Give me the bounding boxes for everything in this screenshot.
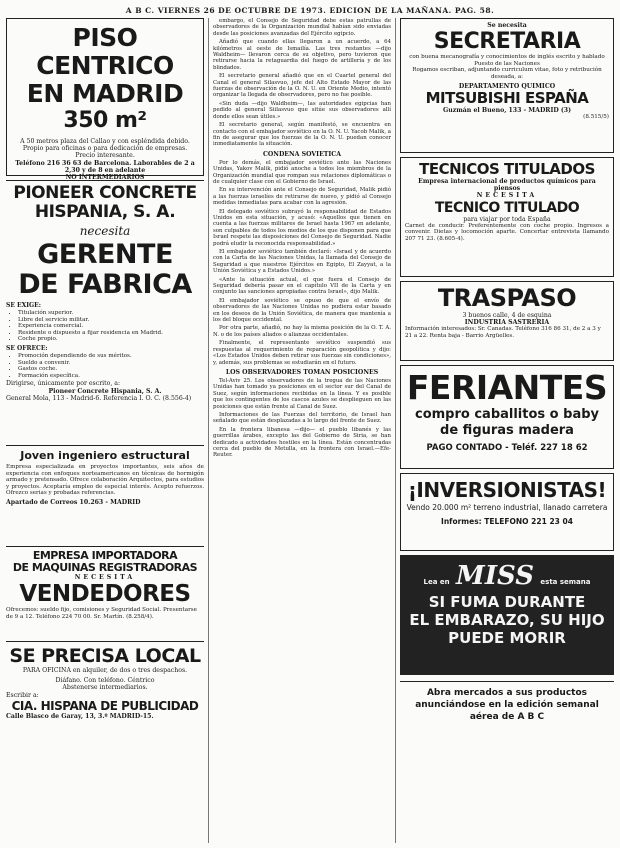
news-paragraph: «Ante la situación actual, el que fuera el Consejo de Seguridad debería pasar en el capítulo VII de la Carta y en conjunto las sanciones apropiadas contra Israel», dijo Malik. [213,276,391,296]
news-heading-condena: CONDENA SOVIETICA [262,150,342,158]
piso-price: Precio interesante. [75,152,135,160]
column-divider-left [208,18,209,843]
ingeniero-title: Joven ingeniero estructural [20,449,190,462]
page-header: A B C. VIERNES 26 DE OCTUBRE DE 1973. EDICION DE LA MAÑANA. PAG. 58. [125,6,495,15]
divider [6,445,204,446]
ingeniero-body: Empresa especializada en proyectos importantes, seis años de experiencia con enfoques norteamericanos en técnicas de hormigón armado y pretensado. Ofrece colaboración Arquitectos, para estudios y proyectos. Aceptaría empleo de especial interés. Acepto refuerzos. Ofrezco serias y probadas referencias. [6,464,204,497]
news-paragraph: Tel-Aviv 25. Los observadores de la tregua de las Naciones Unidas han tomado ya posiciones en el sector sur del Canal de Suez, según informaciones recibidas en la línea. Y es posible que los contingentes de los cascos azules se desplieguen en las posiciones que están frente al Canal de Suez. [213,377,391,410]
ad-vendedores [6,550,204,638]
right-column [400,18,614,737]
piso-title-2: EN MADRID [26,79,184,108]
tecnicos-body-2: para viajar por toda España [463,215,551,223]
ad-abc [400,681,614,737]
pioneer-needs: necesita [79,224,131,238]
feriantes-pay: PAGO CONTADO - Teléf. 227 18 62 [426,443,588,453]
news-paragraph: embargo, el Consejo de Seguridad debe estas patrullas de observadores de la Organización mundial habían sido enviadas desde las posiciones avanzadas del Ejército egipcio. [213,18,391,37]
secretaria-title: SECRETARIA [433,29,581,55]
feriantes-body: compro caballitos o baby de figuras madera [414,407,599,438]
pioneer-role-2: DE FABRICA [18,269,192,300]
ad-tecnicos [400,157,614,277]
tecnicos-needs: NECESITA [476,192,538,200]
miss-line-1: SI FUMA DURANTE [428,593,586,611]
piso-title-1: PISO CENTRICO [36,23,174,80]
news-paragraph: Por lo demás, el embajador soviético ante las Naciones Unidas, Yakov Malik, pidió anoche a todos los miembros de la Organización mundial que rompan sus relaciones diplomáticas o de cualquier clase con el Gobierno de Israel. [213,159,391,185]
inversionistas-body-2: Informes: TELEFONO 221 23 04 [441,516,573,526]
vendedores-title: VENDEDORES [19,581,191,608]
traspaso-type: INDUSTRIA SASTRERIA [464,319,550,327]
tecnicos-body-3: Carnet de conducir. Preferentemente con coche propio. Ingresos a convenir. Dietas y locomoción aparte. Concertar entrevista llamando 207 71 23. (8.605-4). [405,222,609,242]
list-item: • Sueldo a convenir. [18,360,204,367]
pioneer-ofrece-list [6,353,204,379]
divider [6,546,204,547]
pioneer-contact-1: Dirigirse, únicamente por escrito, a: [6,380,121,388]
local-body-3: Abstenerse intermediarios. [62,684,148,692]
vendedores-body: Ofrecemos: sueldo fijo, comisiones y Seguridad Social. Presentarse de 9 a 12. Teléfono 224 70 00. Sr. Martín. (8.258/4). [6,607,197,620]
miss-brand: MISS [456,561,534,591]
news-paragraph: Informaciones de las Fuerzas del territorio, de Israel han señalado que están desplazadas a lo largo del frente de Suez. [213,411,391,425]
news-heading-observadores: LOS OBSERVADORES TOMAN POSICIONES [225,368,379,376]
secretaria-company: MITSUBISHI ESPAÑA [425,88,589,107]
local-body-4: Escribir a: [6,691,39,699]
miss-line-3: PUEDE MORIR [448,629,566,647]
secretaria-body-3: Rogamos escriban, adjuntando curriculum vitae, foto y retribución deseada, a: [412,67,602,80]
tecnicos-role: TECNICO TITULADO [434,199,580,216]
traspaso-body: Información interesados: Sr. Canadas. Teléfono 316 86 31, de 2 a 3 y 21 a 22. Renta baja - Barrio Argüelles. [405,326,601,339]
local-company: CIA. HISPANA DE PUBLICIDAD [11,698,199,713]
divider [6,641,204,642]
list-item: • Experiencia comercial. [18,323,204,330]
pioneer-ofrece-label: SE OFRECE: [6,344,48,352]
ad-secretaria [400,18,614,153]
ad-traspaso [400,281,614,361]
pioneer-company-2: HISPANIA, S. A. [34,202,176,222]
local-address: Calle Blasco de Garay, 13, 3.º MADRID-15. [6,712,154,720]
tecnicos-title: TECNICOS TITULADOS [419,160,595,178]
pioneer-exige-label: SE EXIGE: [6,302,41,309]
inversionistas-body-1: Vendo 20.000 m² terreno industrial, llanado carretera [406,503,608,512]
local-title: SE PRECISA LOCAL [9,645,201,667]
vendedores-needs: NECESITA [74,574,136,581]
news-paragraph: «Sin duda —dijo Waldheim—, las autoridades egipcias han pedido al general Siilasvuo que sitúe sus observadores allí donde ellos sean útiles.» [213,100,391,120]
miss-lead: Lea en [423,578,450,586]
news-paragraph: En su intervención ante el Consejo de Seguridad, Malik pidió a las fuerzas israelíes de retirarse de nuevo, y pidió al Consejo medidas inmediatas para acabar con la agresión. [213,187,391,207]
traspaso-title: TRASPASO [437,284,577,312]
list-item: • Formación específica. [18,373,204,380]
ad-local [6,645,204,765]
news-paragraph: El delegado soviético subrayó la responsabilidad de Estados Unidos en esta situación, y acusó: «Aquellos que tienen en cuenta a las fuerzas militares de Israel hasta 1967 en adelante, son culpables de todos los medios de los que disponen para que Israel respete las disposiciones del Consejo de Seguridad. Nadie podrá eludir la reconocida responsabilidad.» [213,208,391,247]
pioneer-role-1: GERENTE [37,239,173,270]
piso-note: NO INTERMEDIARIOS [65,174,145,182]
pioneer-contact-3: General Mola, 113 - Madrid-6. Referencia I. O. C. (8.556-4) [6,394,192,402]
ad-miss [400,555,614,675]
miss-header [404,561,610,591]
list-item: • Libre del servicio militar. [18,317,204,324]
list-item: • Promoción dependiendo de sus méritos. [18,353,204,360]
miss-line-2: EL EMBARAZO, SU HIJO [409,611,605,629]
traspaso-sub: 3 buenos calle, 4 de esquina [462,312,552,319]
local-body-2: Diáfano. Con teléfono. Céntrico [55,677,155,685]
column-divider-right [395,18,396,843]
secretaria-body-2: Puesto de las Naciones [474,60,540,67]
news-paragraph: El embajador soviético se opuso de que el envío de observadores de las Naciones Unidas no pudiera estar basado en los deseos de la Unión Soviética, de manera que mantenía a los del bloque occidental. [213,297,391,324]
news-paragraph: Finalmente, el representante soviético suspendió sus respuestas al requerimiento de reparación geopolítica y dijo: «Los Estados Unidos deben retirar sus fuerzas sin condiciones», y, además, sus problemas se estudiarán en el futuro. [213,340,391,366]
vendedores-company-2: DE MAQUINAS REGISTRADORAS [12,561,198,574]
vendedores-company-1: EMPRESA IMPORTADORA [32,549,178,562]
news-paragraph: El secretario general añadió que en el Cuartel general del Canal el general Silasvuo, jefe del Alto Estado Mayor de las fuerzas de observación de la O. N. U. en Oriente Medio, intentó organizar la llegada de observadores, pero no fue posible. [213,73,391,99]
ad-pioneer [6,184,204,442]
piso-line-1: A 50 metros plaza del Callao y con espléndida debido. [20,138,190,145]
ad-feriantes [400,365,614,469]
secretaria-dept: DEPARTAMENTO QUIMICO [458,82,556,90]
news-paragraph: Añadió que cuando ellas llegaron a un acuerdo, a 64 kilómetros al oeste de Ismailía. Las tres restantes —dijo Waldheim— llevaron cerca de su objetivo, pero tuvieron que retirarse hacia la retaguardia del fuego de artillería y de los blindados. [213,39,391,71]
secretaria-address: Guzmán el Bueno, 133 - MADRID (3) [442,106,572,114]
piso-line-2: Propio para oficinas o para dedicación de empresas. [22,145,188,153]
pioneer-contact-2: Pioneer Concrete Hispania, S. A. [48,387,162,395]
ad-piso-centrico [6,18,204,182]
pioneer-company-1: PIONEER CONCRETE [13,183,197,203]
secretaria-ref: (8.515/5) [583,113,609,120]
list-item: • Residente o dispuesto a fijar residencia en Madrid. [18,330,204,337]
ad-ingeniero [6,449,204,543]
news-paragraph: Por otra parte, añadió, no hay la misma posición de la O. T. A. N. o de los países aliados o alianzas occidentales. [213,325,391,338]
list-item: • Titulación superior. [18,310,204,317]
ingeniero-contact: Apartado de Correos 10.263 - MADRID [6,498,141,506]
local-body-1: PARA OFICINA en alquiler, de dos o tres despachos. [22,667,188,674]
pioneer-exige-list [6,310,204,343]
list-item: • Gastos coche. [18,366,204,373]
piso-size: 350 m² [63,108,147,133]
feriantes-title: FERIANTES [406,368,608,407]
secretaria-need: Se necesita [487,22,527,29]
secretaria-body-1: con buena mecanografía y conocimientos de inglés escrito y hablado [409,54,605,61]
news-column [213,18,391,843]
inversionistas-title: ¡INVERSIONISTAS! [407,478,607,502]
news-paragraph: En la frontera libanesa —dijo— el pueblo libanés y las guerrillas árabes, excepto las del Gobierno de Siria, se han dedicado a actividades hostiles en la línea. Están concentradas cerca del pueblo de Metulla, en la frontera con Israel.—Efe-Reuter. [213,426,391,459]
left-column [6,18,204,765]
miss-tail: esta semana [540,578,591,586]
news-paragraph: El embajador soviético también declaró: «Israel y de acuerdo con la Carta de las Naciones Unidas, la llamada del Consejo de Seguridad a que nuestros Ejércitos en Egipto, El Zayyat, a la Unión Soviética y a Estados Unidos.» [213,249,391,275]
piso-phones: Teléfono 216 36 63 de Barcelona. Laborables de 2 a 2,30 y de 8 en adelante [15,159,195,174]
abc-body: Abra mercados a sus productos anunciándose en la edición semanal aérea de A B C [415,688,599,722]
ad-inversionistas [400,473,614,551]
list-item: • Coche propio. [18,336,204,343]
news-paragraph: El secretario general, según manifestó, se encuentra en contacto con el embajador soviético en la O. N. U. Yacob Malik, a fin de asegurar que los fuerzas de la O. N. U. puedan conocer inmediatamente la situación. [213,122,391,148]
tecnicos-body-1: Empresa internacional de productos químicos para piensos [418,178,596,193]
